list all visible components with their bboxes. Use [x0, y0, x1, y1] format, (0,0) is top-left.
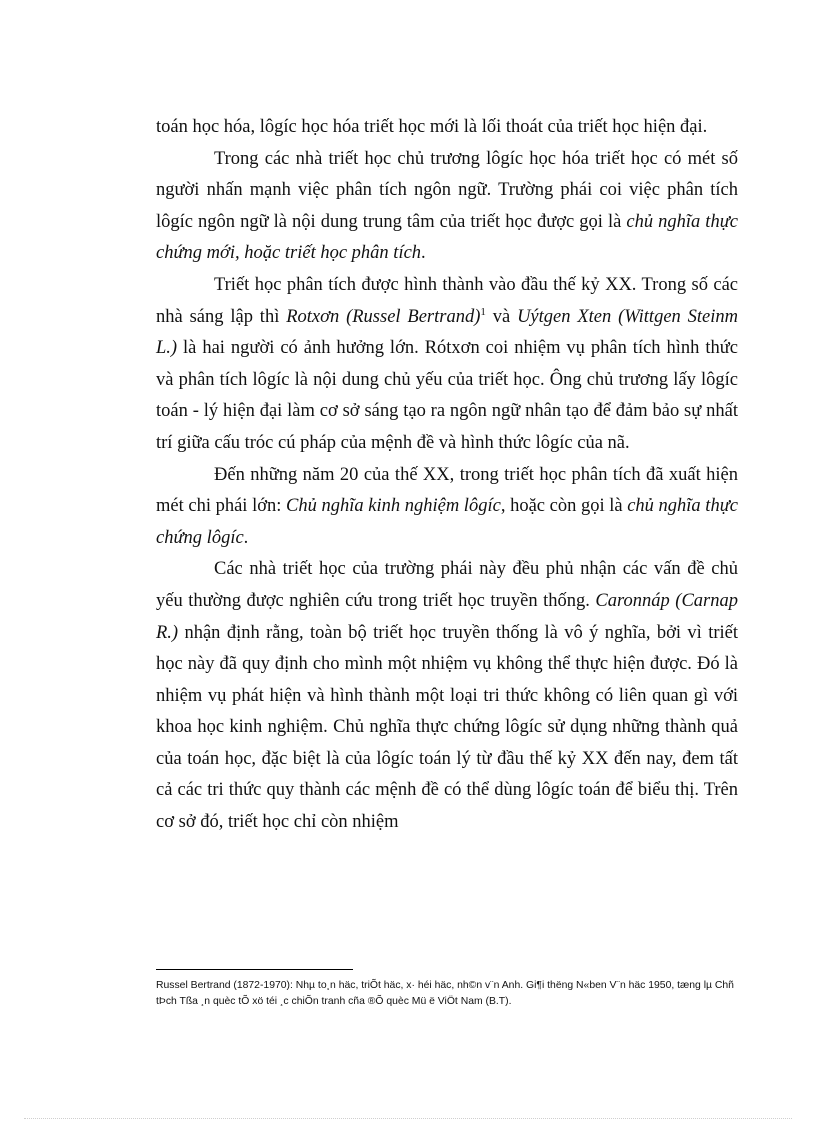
italic-term: Chủ nghĩa kinh nghiệm lôgíc: [286, 496, 501, 517]
footnote: [156, 978, 738, 1010]
italic-term: chủ nghĩa thực chứng mới, hoặc triết học phân tích: [156, 211, 738, 264]
paragraph-4: [156, 460, 738, 555]
text-run: .: [421, 243, 426, 264]
italic-term: chủ nghĩa thực chứng lôgíc: [156, 496, 738, 548]
footnote-ref[interactable]: 1: [480, 305, 486, 318]
page-boundary: [24, 1118, 792, 1119]
footnote-separator: [156, 969, 353, 970]
text-run: Trong các nhà triết học chủ trương lôgíc học hóa triết học có mét số người nhấn mạnh việc phân tích ngôn ngữ. Trường phái coi việc phân tích lôgíc ngôn ngữ là nội dung trung tâm của triết học được gọi là: [156, 148, 738, 232]
text-run: Đến những năm 20 của thế XX, trong triết học phân tích đã xuất hiện mét chi phái lớn:: [156, 464, 738, 517]
italic-name-wittgenstein: Uýtgen Xten (Wittgen Steinm L.): [156, 306, 738, 359]
italic-name-rotxon: Rotxơn (Russel Bertrand): [286, 306, 481, 327]
text-run: Triết học phân tích được hình thành vào đầu thế kỷ XX. Trong số các nhà sáng lập thì: [156, 274, 738, 327]
text-run: Các nhà triết học của trường phái này đều phủ nhận các vấn đề chủ yếu thường được nghiên cứu trong triết học truyền thống.: [156, 559, 738, 611]
paragraph-2: [156, 144, 738, 270]
footnote-text: Russel Bertrand (1872-1970): Nhµ to¸n häc, triÕt häc, x· héi häc, nh©n v¨n Anh. Gi¶i thëng N«ben V¨n häc 1950, tæng lµ Chñ tÞch Tßa ¸n quèc tÕ xö téi ¸c chiÕn tranh cña ®Õ quèc Mü ë ViÖt Nam (B.T).: [156, 980, 734, 1007]
text-run: nhận định rằng, toàn bộ triết học truyền thống là vô ý nghĩa, bởi vì triết học này đã quy định cho mình một nhiệm vụ không thể thực hiện được. Đó là nhiệm vụ phát hiện và hình thành một loại tri thức không có liên quan gì với khoa học kinh nghiệm. Chủ nghĩa thực chứng lôgíc sử dụng những thành quả của toán học, đặc biệt là của lôgíc toán lý từ đầu thế kỷ XX đến nay, đem tất cả các tri thức quy thành các mệnh đề có thể dùng lôgíc toán để biểu thị. Trên cơ sở đó, triết học chỉ còn nhiệm: [156, 622, 738, 833]
paragraph-1: [156, 112, 738, 144]
paragraph-5: [156, 554, 738, 838]
text-run: toán học hóa, lôgíc học hóa triết học mới là lối thoát của triết học hiện đại.: [156, 117, 708, 137]
text-run: là hai người có ảnh hưởng lớn. Rótxơn coi nhiệm vụ phân tích hình thức và phân tích lôgíc là nội dung chủ yếu của triết học. Ông chủ trương lấy lôgíc toán - lý hiện đại làm cơ sở sáng tạo ra ngôn ngữ nhân tạo để đảm bảo sự nhất trí giữa cấu tróc cú pháp của mệnh đề và hình thức lôgíc của nã.: [156, 338, 738, 453]
text-run: và: [485, 306, 518, 327]
text-run: .: [243, 527, 249, 548]
text-run: , hoặc còn gọi là: [500, 496, 628, 517]
body-text: [156, 112, 738, 839]
italic-name-carnap: Caronnáp (Carnap R.): [156, 590, 738, 643]
paragraph-3: [156, 270, 738, 460]
